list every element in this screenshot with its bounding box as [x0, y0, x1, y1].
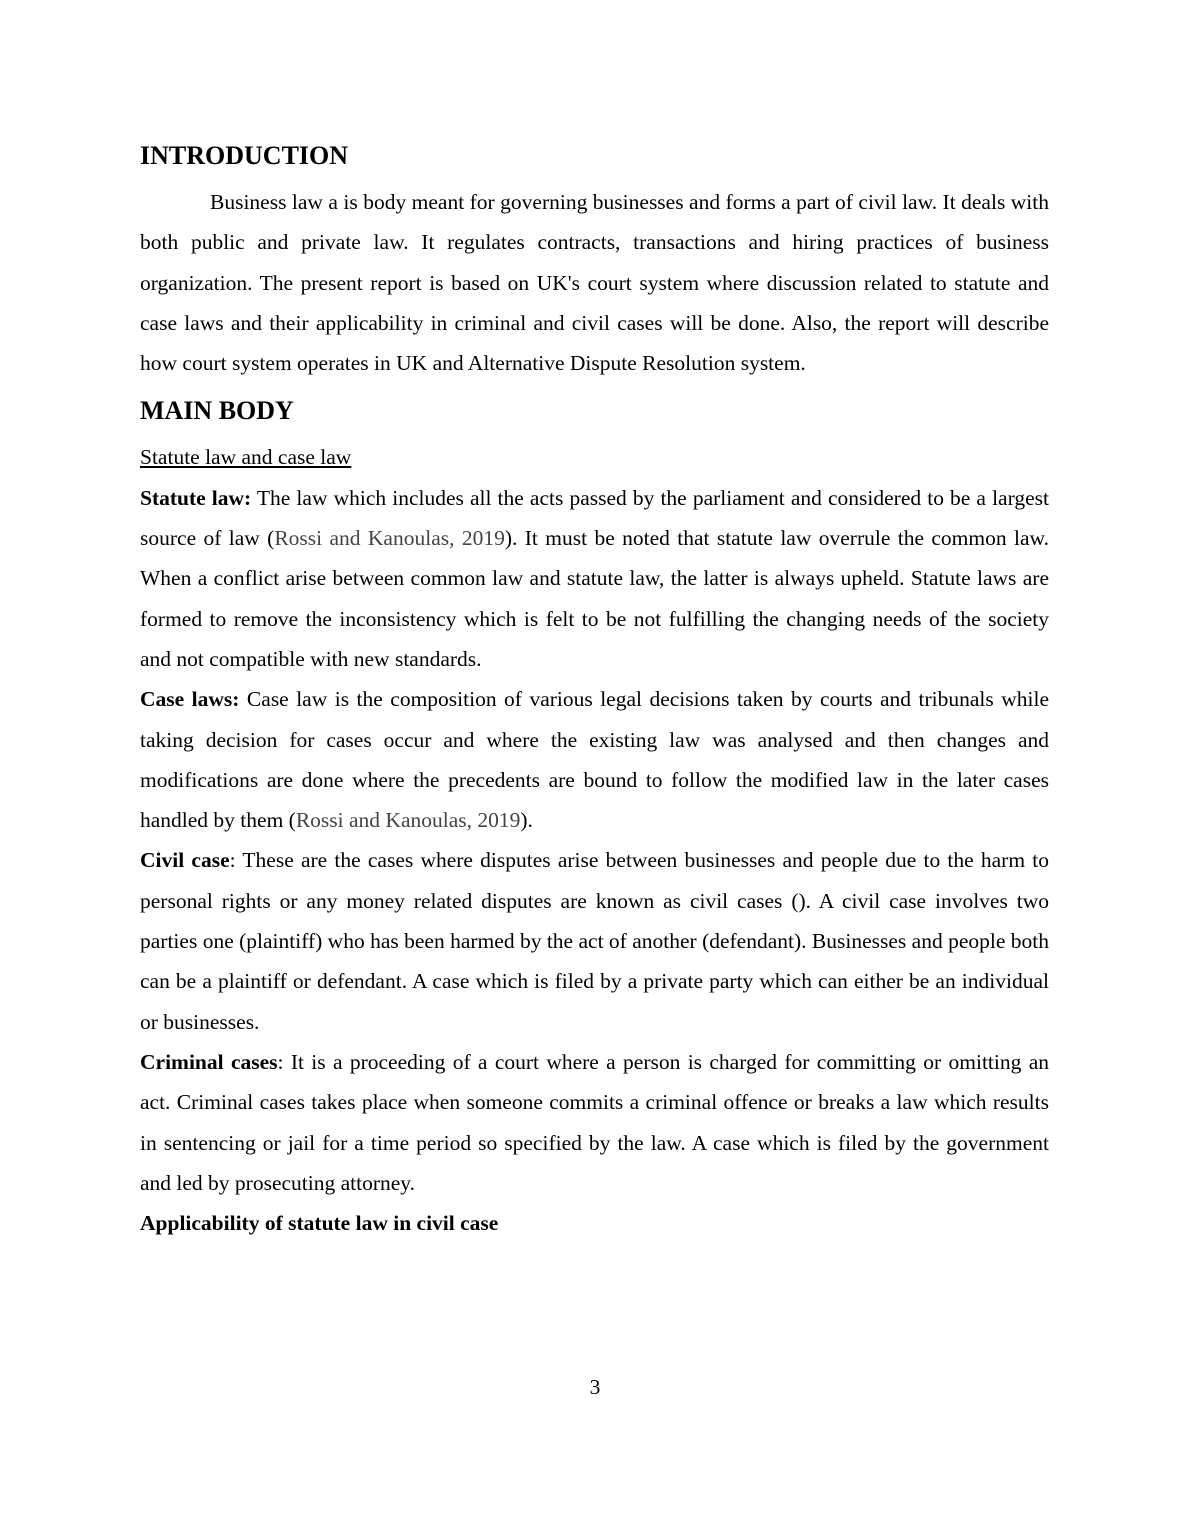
- introduction-paragraph: Business law a is body meant for governing businesses and forms a part of civil law. It deals with both public and private law. It regulates contracts, transactions and hiring practices of business organization. The present report is based on UK's court system where discussion related to statute and case laws and their applicability in criminal and civil cases will be done. Also, the report will describe how court system operates in UK and Alternative Dispute Resolution system.: [140, 190, 1049, 376]
- criminal-cases-label: Criminal cases: [140, 1049, 278, 1074]
- case-laws-text-2: ).: [520, 808, 533, 833]
- document-page: [140, 138, 1049, 1243]
- civil-case-text: : These are the cases where disputes arise between businesses and people due to the harm to personal rights or any money related disputes are known as civil cases (). A civil case involves two parties one (plaintiff) who has been harmed by the act of another (defendant). Businesses and people both can be a plaintiff or defendant. A case which is filed by a private party which can either be an individual or businesses.: [140, 848, 1049, 1034]
- case-laws-paragraph: [140, 679, 1049, 840]
- introduction-heading: INTRODUCTION: [140, 141, 349, 170]
- statute-law-citation: Rossi and Kanoulas, 2019: [274, 526, 505, 551]
- civil-case-label: Civil case: [140, 848, 230, 873]
- statute-law-text-1: The law which includes all the acts passed by the parliament and considered to be a largest source of law (: [140, 485, 1049, 551]
- case-laws-text-1: Case law is the composition of various legal decisions taken by courts and tribunals while taking decision for cases occur and where the existing law was analysed and then changes and modifications are done where the precedents are bound to follow the modified law in the later cases handled by them (: [140, 687, 1049, 833]
- criminal-cases-text: : It is a proceeding of a court where a person is charged for committing or omitting an act. Criminal cases takes place when someone commits a criminal offence or breaks a law which results in sentencing or jail for a time period so specified by the law. A case which is filed by the government and led by prosecuting attorney.: [140, 1049, 1049, 1195]
- statute-case-law-subheading: Statute law and case law: [140, 445, 352, 470]
- applicability-heading: Applicability of statute law in civil case: [140, 1211, 499, 1236]
- case-laws-label: Case laws:: [140, 687, 240, 712]
- statute-law-paragraph: [140, 478, 1049, 679]
- criminal-cases-paragraph: [140, 1042, 1049, 1203]
- main-body-heading: MAIN BODY: [140, 396, 294, 426]
- statute-law-text-2: ). It must be noted that statute law overrule the common law. When a conflict arise between common law and statute law, the latter is always upheld. Statute laws are formed to remove the inconsistency which is felt to be not fulfilling the changing needs of the society and not compatible with new standards.: [140, 526, 1049, 671]
- case-laws-citation: Rossi and Kanoulas, 2019: [295, 808, 521, 833]
- page-number: 3: [589, 1375, 601, 1399]
- statute-law-label: Statute law:: [140, 485, 252, 510]
- civil-case-paragraph: [140, 840, 1049, 1041]
